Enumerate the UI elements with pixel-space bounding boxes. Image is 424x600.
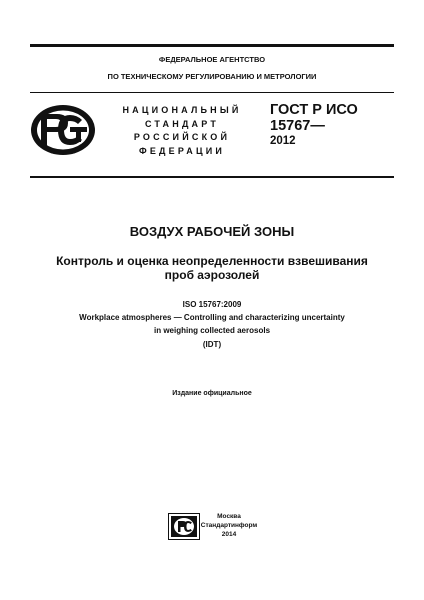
national-line-1: НАЦИОНАЛЬНЫЙ bbox=[122, 105, 242, 115]
standard-code bbox=[270, 102, 400, 148]
iso-code: ISO 15767:2009 bbox=[182, 300, 242, 309]
standard-code-line-1: ГОСТ Р ИСО bbox=[270, 102, 358, 118]
national-standard-block bbox=[112, 104, 252, 158]
publisher-city: Москва bbox=[217, 513, 241, 520]
top-rule bbox=[30, 44, 394, 47]
iso-designation: (IDT) bbox=[202, 340, 222, 349]
document-title: ВОЗДУХ РАБОЧЕЙ ЗОНЫ bbox=[129, 224, 295, 239]
header-rule bbox=[30, 92, 394, 93]
iso-title-line-2: in weighing collected aerosols bbox=[153, 326, 271, 335]
standard-code-line-2: 15767— bbox=[270, 118, 325, 134]
iso-title-line-1: Workplace atmospheres — Controlling and characterizing uncertainty bbox=[79, 313, 345, 322]
document-subtitle-line-1: Контроль и оценка неопределенности взвешивания bbox=[56, 254, 368, 268]
national-line-2: СТАНДАРТ bbox=[144, 118, 220, 129]
national-line-4: ФЕДЕРАЦИИ bbox=[138, 145, 226, 156]
agency-line-2: ПО ТЕХНИЧЕСКОМУ РЕГУЛИРОВАНИЮ И МЕТРОЛОГИИ bbox=[107, 72, 317, 81]
mid-rule bbox=[30, 176, 394, 178]
document-subtitle-line-2: проб аэрозолей bbox=[164, 268, 260, 282]
edition-label: Издание официальное bbox=[172, 390, 252, 397]
rst-logo bbox=[30, 104, 96, 156]
national-line-3: РОССИЙСКОЙ bbox=[133, 132, 231, 142]
publisher-logo bbox=[168, 513, 200, 540]
publisher-logo-graphic bbox=[168, 513, 200, 540]
publisher-name: Стандартинформ bbox=[200, 522, 258, 529]
agency-line-1: ФЕДЕРАЛЬНОЕ АГЕНТСТВО bbox=[158, 55, 266, 64]
publisher-year: 2014 bbox=[221, 531, 237, 538]
standard-code-year: 2012 bbox=[270, 135, 296, 147]
publisher-block bbox=[200, 512, 258, 539]
rst-logo-graphic bbox=[30, 104, 96, 156]
